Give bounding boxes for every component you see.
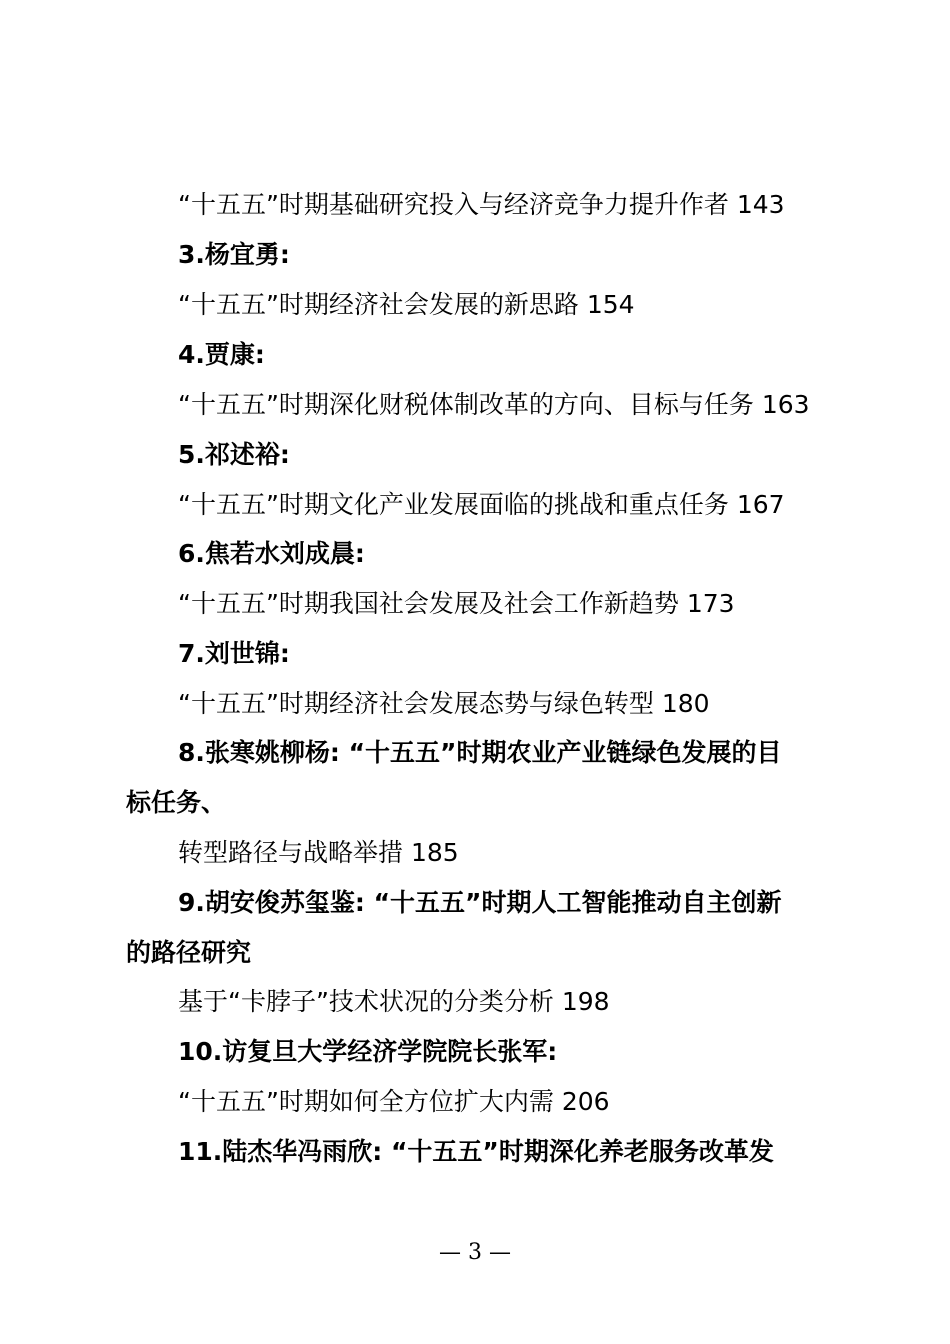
toc-entry-author: 4.贾康: xyxy=(178,340,265,369)
toc-entry-author: 6.焦若水刘成晨: xyxy=(178,539,365,568)
toc-entry-title: “十五五”时期经济社会发展态势与绿色转型 180 xyxy=(178,689,710,718)
toc-entry-title: “十五五”时期经济社会发展的新思路 154 xyxy=(178,290,635,319)
toc-entry-author-title: 11.陆杰华冯雨欣: “十五五”时期深化养老服务改革发 xyxy=(178,1137,774,1166)
page-number: — 3 — xyxy=(439,1240,511,1265)
toc-entry-title: “十五五”时期文化产业发展面临的挑战和重点任务 167 xyxy=(178,490,785,519)
toc-entry-title: “十五五”时期基础研究投入与经济竞争力提升作者 143 xyxy=(178,190,785,219)
toc-entry-author-title-continued: 的路径研究 xyxy=(126,938,252,967)
toc-entry-title: “十五五”时期如何全方位扩大内需 206 xyxy=(178,1087,610,1116)
toc-entry-author-title: 9.胡安俊苏玺鉴: “十五五”时期人工智能推动自主创新 xyxy=(178,888,782,917)
toc-entry-author: 3.杨宜勇: xyxy=(178,240,290,269)
toc-entry-title: 转型路径与战略举措 185 xyxy=(178,838,459,867)
toc-entry-title: 基于“卡脖子”技术状况的分类分析 198 xyxy=(178,987,610,1016)
toc-entry-title: “十五五”时期深化财税体制改革的方向、目标与任务 163 xyxy=(178,390,810,419)
toc-entry-author: 5.祁述裕: xyxy=(178,440,290,469)
toc-entry-author-title: 8.张寒姚柳杨: “十五五”时期农业产业链绿色发展的目 xyxy=(178,738,782,767)
toc-entry-author: 10.访复旦大学经济学院院长张军: xyxy=(178,1037,558,1066)
toc-entry-title: “十五五”时期我国社会发展及社会工作新趋势 173 xyxy=(178,589,735,618)
toc-entry-author: 7.刘世锦: xyxy=(178,639,290,668)
toc-entry-author-title-continued: 标任务、 xyxy=(126,788,227,817)
